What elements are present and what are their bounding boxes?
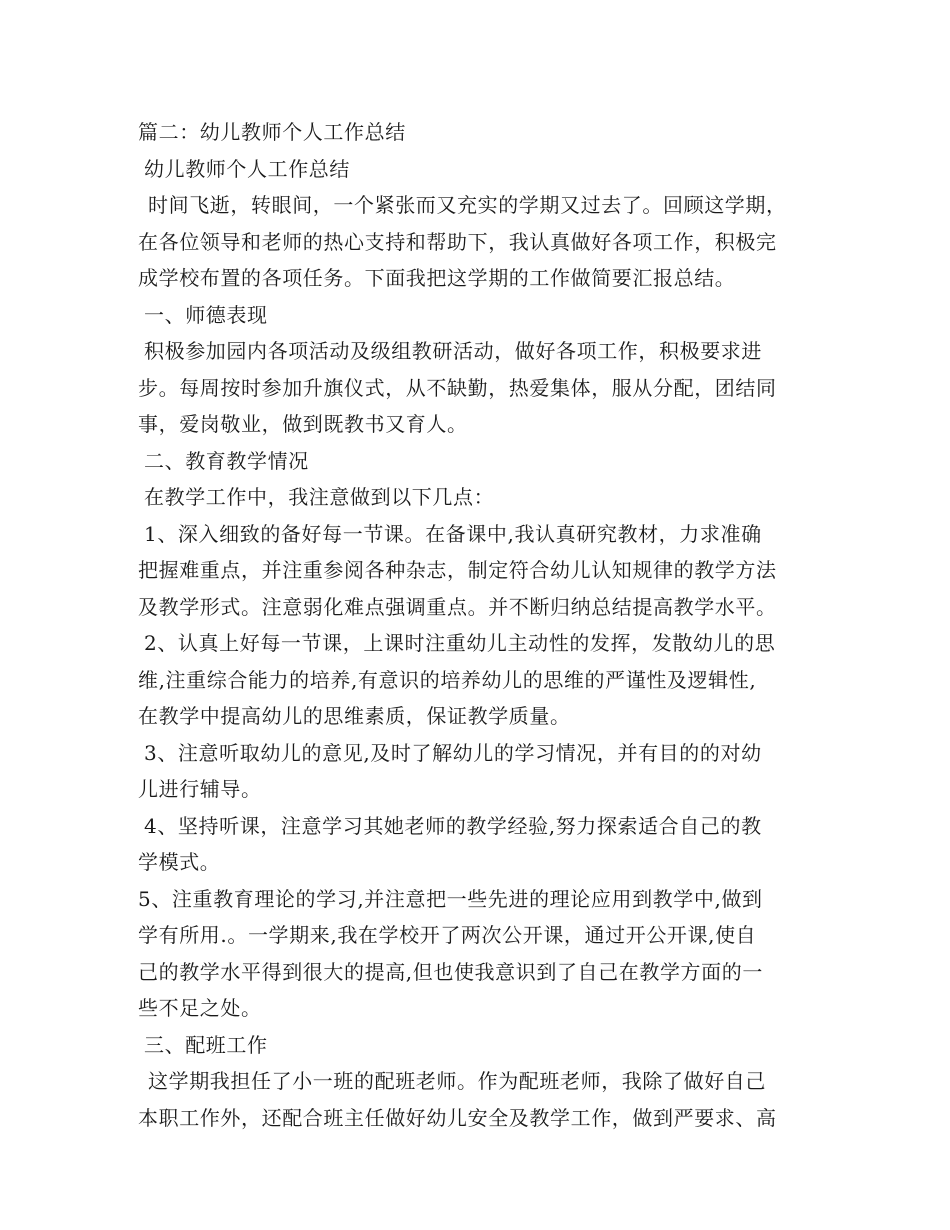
section-heading: 一、师德表现 <box>144 302 268 327</box>
section-heading: 三、配班工作 <box>144 1032 268 1057</box>
list-item-line: 维,注重综合能力的培养,有意识的培养幼儿的思维的严谨性及逻辑性, <box>138 667 757 692</box>
paragraph-line: 事，爱岗敬业，做到既教书又育人。 <box>138 412 468 436</box>
list-item-line: 及教学形式。注意弱化难点强调重点。并不断归纳总结提高教学水平。 <box>138 594 777 619</box>
section-heading: 二、教育教学情况 <box>144 448 309 473</box>
paragraph-line: 这学期我担任了小一班的配班老师。作为配班老师，我除了做好自己 <box>148 1069 766 1093</box>
list-item-line: 己的教学水平得到很大的提高,但也使我意识到了自己在教学方面的一 <box>138 959 763 984</box>
list-item-line: 儿进行辅导。 <box>138 777 262 801</box>
paragraph-line: 在教学工作中，我注意做到以下几点： <box>144 485 495 509</box>
list-item-line: 5、注重教育理论的学习,并注意把一些先进的理论应用到教学中,做到 <box>138 886 763 911</box>
paragraph-line: 时间飞逝，转眼间，一个紧张而又充实的学期又过去了。回顾这学期， <box>148 193 787 217</box>
list-item-line: 4、坚持听课，注意学习其她老师的教学经验,努力探索适合自己的教 <box>144 813 762 838</box>
list-item-line: 3、注意听取幼儿的意见,及时了解幼儿的学习情况，并有目的的对幼 <box>144 740 762 765</box>
paragraph-line: 在各位领导和老师的热心支持和帮助下，我认真做好各项工作，积极完 <box>138 229 777 254</box>
section-title: 篇二：幼儿教师个人工作总结 <box>138 120 406 144</box>
paragraph-line: 积极参加园内各项活动及级组教研活动，做好各项工作，积极要求进 <box>144 339 762 363</box>
list-item-line: 1、深入细致的备好每一节课。在备课中,我认真研究教材，力求准确 <box>144 521 762 546</box>
paragraph-line: 步。每周按时参加升旗仪式，从不缺勤，热爱集体，服从分配，团结同 <box>138 375 777 400</box>
document-title: 幼儿教师个人工作总结 <box>144 156 350 181</box>
list-item-line: 在教学中提高幼儿的思维素质，保证教学质量。 <box>138 704 571 728</box>
list-item-line: 些不足之处。 <box>138 996 262 1020</box>
paragraph-line: 本职工作外，还配合班主任做好幼儿安全及教学工作，做到严要求、高 <box>138 1105 777 1130</box>
list-item-line: 学有所用.。一学期来,我在学校开了两次公开课，通过开公开课,使自 <box>138 923 757 947</box>
list-item-line: 学模式。 <box>138 850 221 874</box>
document-body <box>138 114 828 1136</box>
list-item-line: 2、认真上好每一节课，上课时注重幼儿主动性的发挥，发散幼儿的思 <box>144 631 776 655</box>
paragraph-line: 成学校布置的各项任务。下面我把这学期的工作做简要汇报总结。 <box>138 266 736 290</box>
list-item-line: 把握难重点，并注重参阅各种杂志，制定符合幼儿认知规律的教学方法 <box>138 558 777 582</box>
